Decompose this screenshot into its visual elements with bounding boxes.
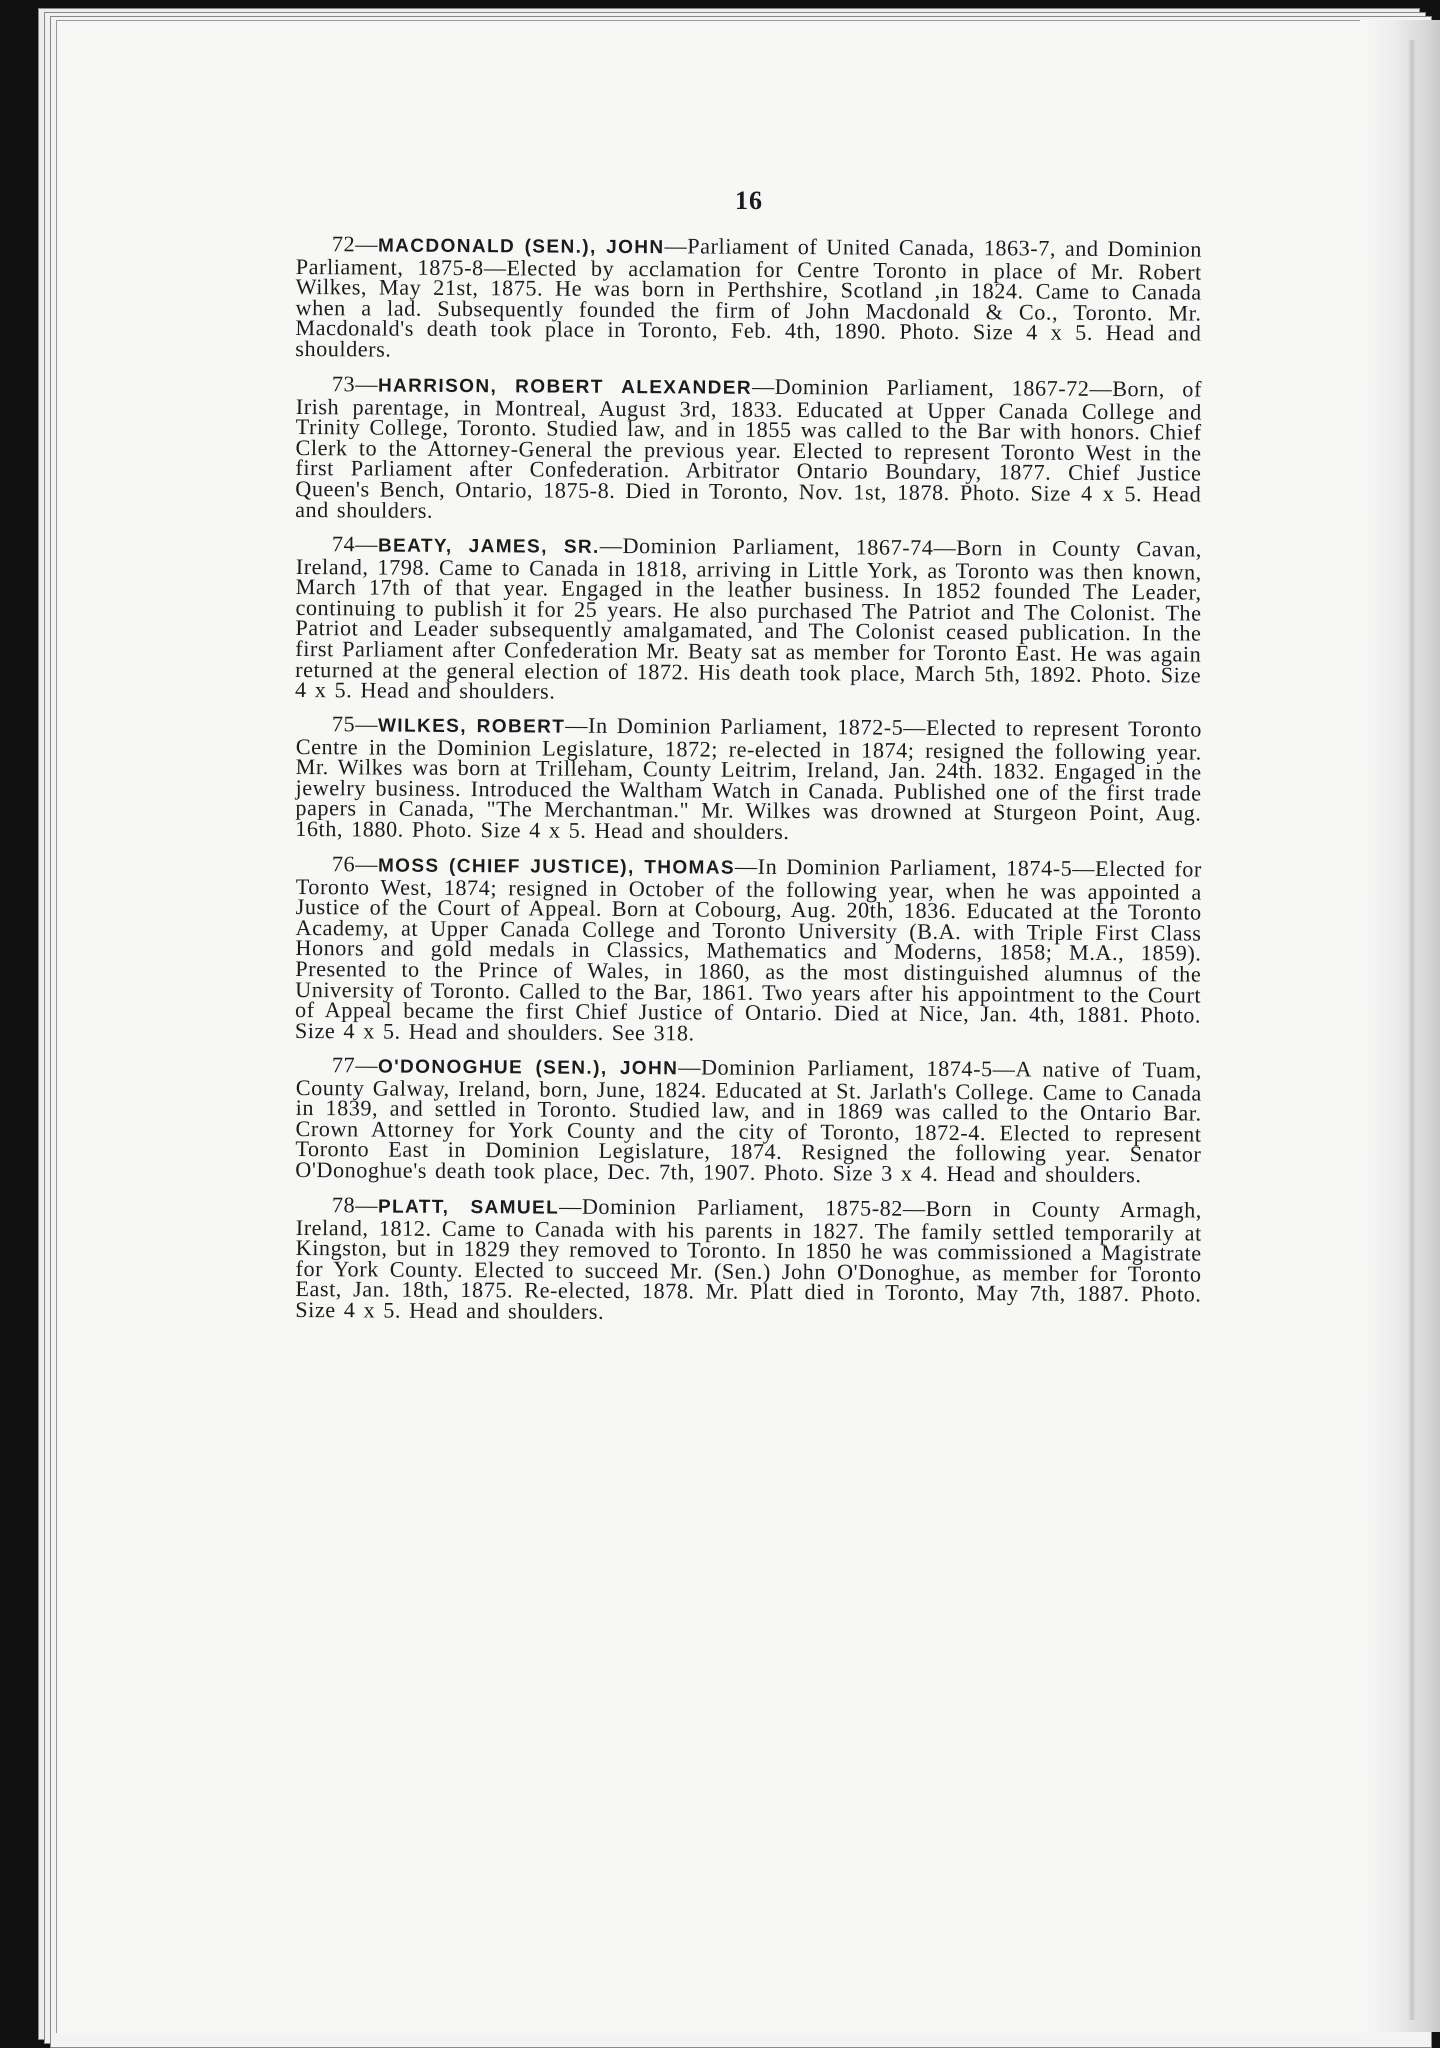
entry-body: —In Dominion Parliament, 1872-5—Elected to represent Toronto Centre in the Dominion Legislature, 1872; re-elected in 1874; resigned the following year. Mr. Wilkes was born at Trilleham, County Leitrim, Ireland, Jan. 24th. 1832. Engaged in the jewelry business. Introduced the Waltham Watch in Canada. Published one of the first trade papers in Canada, "The Merchantman." Mr. Wilkes was drowned at Sturgeon Point, Aug. 16th, 1880. Photo. Size 4 x 5. Head and shoulders. bbox=[295, 713, 1203, 845]
entry-body: —Dominion Parliament, 1867-74—Born in County Cavan, Ireland, 1798. Came to Canada in 1818, arriving in Little York, as Toronto was then known, March 17th of that year. Engaged in the leather business. In 1852 founded The Leader, continuing to publish it for 25 years. He also purchased The Patriot and The Colonist. The Patriot and Leader subsequently amalgamated, and The Colonist ceased publication. In the first Parliament after Confederation Mr. Beaty sat as member for Toronto East. He was again returned at the general election of 1872. His death took place, March 5th, 1892. Photo. Size 4 x 5. Head and shoulders. bbox=[294, 532, 1203, 704]
page-number: 16 bbox=[735, 186, 763, 215]
entry-name: WILKES, ROBERT bbox=[377, 715, 566, 739]
entry-name: HARRISON, ROBERT ALEXANDER bbox=[377, 375, 753, 399]
entry-number: 78 bbox=[331, 1192, 356, 1218]
entry-75: 75—WILKES, ROBERT—In Dominion Parliament, 1872-5—Elected to represent Toronto Centre in the Dominion Legislature, 1872; re-elected in 1874; resigned the following year. Mr. Wilkes was born at Trilleham, County Leitrim, Ireland, Jan. 24th. 1832. Engaged in the jewelry business. Introduced the Waltham Watch in Canada. Published one of the first trade papers in Canada, "The Merchantman." Mr. Wilkes was drowned at Sturgeon Point, Aug. 16th, 1880. Photo. Size 4 x 5. Head and shoulders. bbox=[295, 711, 1203, 845]
entry-number: 74 bbox=[331, 530, 356, 557]
entry-73: 73—HARRISON, ROBERT ALEXANDER—Dominion Parliament, 1867-72—Born, of Irish parentage, in Montreal, August 3rd, 1833. Educated at Upper Canada College and Trinity College, Toronto. Studied law, and in 1855 was called to the Bar with honors. Chief Clerk to the Attorney-General the previous year. Elected to represent Toronto West in the first Parliament after Confederation. Arbitrator Ontario Boundary, 1877. Chief Justice Queen's Bench, Ontario, 1875-8. Died in Toronto, Nov. 1st, 1878. Photo. Size 4 x 5. Head and shoulders. bbox=[295, 370, 1203, 522]
page-fold-shadow bbox=[1408, 40, 1416, 2020]
entry-body: —Parliament of United Canada, 1863-7, and Dominion Parliament, 1875-8—Elected by acclamation for Centre Toronto in place of Mr. Robert Wilkes, May 21st, 1875. He was born in Perthshire, Scotland ,in 1824. Came to Canada when a lad. Subsequently founded the firm of John Macdonald & Co., Toronto. Mr. Macdonald's death took place in Toronto, Feb. 4th, 1890. Photo. Size 4 x 5. Head and shoulders. bbox=[295, 233, 1202, 362]
entry-number: 76 bbox=[331, 851, 356, 877]
entry-number: 77 bbox=[331, 1052, 356, 1078]
entry-number: 72 bbox=[331, 231, 356, 257]
entry-77: 77—O'DONOGHUE (SEN.), JOHN—Dominion Parliament, 1874-5—A native of Tuam, County Galway, Ireland, born, June, 1824. Educated at St. Jarlath's College. Came to Canada in 1839, and settled in Toronto. Studied law, and in 1869 was called to the Ontario Bar. Crown Attorney for York County and the city of Toronto, 1872-4. Elected to represent Toronto East in Dominion Legislature, 1874. Resigned the following year. Senator O'Donoghue's death took place, Dec. 7th, 1907. Photo. Size 3 x 4. Head and shoulders. bbox=[295, 1052, 1203, 1188]
entry-name: O'DONOGHUE (SEN.), JOHN bbox=[377, 1056, 679, 1080]
entry-name: MOSS (CHIEF JUSTICE), THOMAS bbox=[377, 855, 736, 879]
entry-76: 76—MOSS (CHIEF JUSTICE), THOMAS—In Dominion Parliament, 1874-5—Elected for Toronto West, 1874; resigned in October of the following year, when he was appointed a Justice of the Court of Appeal. Born at Cobourg, Aug. 20th, 1836. Educated at the Toronto Academy, at Upper Canada College and Toronto University (B.A. with Triple First Class Honors and gold medals in Classics, Mathematics and Moderns, 1858; M.A., 1859). Presented to the Prince of Wales, in 1860, as the most distinguished alumnus of the University of Toronto. Called to the Bar, 1861. Two years after his appointment to the Court of Appeal became the first Chief Justice of Ontario. Died at Nice, Jan. 4th, 1881. Photo. Size 4 x 5. Head and shoulders. See 318. bbox=[294, 851, 1203, 1046]
entry-number: 75 bbox=[331, 711, 356, 737]
entry-74: 74—BEATY, JAMES, SR.—Dominion Parliament, 1867-74—Born in County Cavan, Ireland, 1798. Came to Canada in 1818, arriving in Little York, as Toronto was then known, March 17th of that year. Engaged in the leather business. In 1852 founded The Leader, continuing to publish it for 25 years. He also purchased The Patriot and The Colonist. The Patriot and Leader subsequently amalgamated, and The Colonist ceased publication. In the first Parliament after Confederation Mr. Beaty sat as member for Toronto East. He was again returned at the general election of 1872. His death took place, March 5th, 1892. Photo. Size 4 x 5. Head and shoulders. bbox=[294, 530, 1203, 704]
entry-78: 78—PLATT, SAMUEL—Dominion Parliament, 1875-82—Born in County Armagh, Ireland, 1812. Came to Canada with his parents in 1827. The family settled temporarily at Kingston, but in 1829 they removed to Toronto. In 1850 he was commissioned a Magistrate for York County. Elected to succeed Mr. (Sen.) John O'Donoghue, as member for Toronto East, Jan. 18th, 1875. Re-elected, 1878. Mr. Platt died in Toronto, May 7th, 1887. Photo. Size 4 x 5. Head and shoulders. bbox=[295, 1192, 1203, 1324]
entry-body: —Dominion Parliament, 1875-82—Born in County Armagh, Ireland, 1812. Came to Canada with his parents in 1827. The family settled temporarily at Kingston, but in 1829 they removed to Toronto. In 1850 he was commissioned a Magistrate for York County. Elected to succeed Mr. (Sen.) John O'Donoghue, as member for Toronto East, Jan. 18th, 1875. Re-elected, 1878. Mr. Platt died in Toronto, May 7th, 1887. Photo. Size 4 x 5. Head and shoulders. bbox=[295, 1193, 1203, 1324]
entry-name: MACDONALD (SEN.), JOHN bbox=[377, 235, 665, 259]
page-text bbox=[296, 186, 1202, 1335]
entry-body: —Dominion Parliament, 1874-5—A native of Tuam, County Galway, Ireland, born, June, 1824. Educated at St. Jarlath's College. Came to Canada in 1839, and settled in Toronto. Studied law, and in 1869 was called to the Ontario Bar. Crown Attorney for York County and the city of Toronto, 1872-4. Elected to represent Toronto East in Dominion Legislature, 1874. Resigned the following year. Senator O'Donoghue's death took place, Dec. 7th, 1907. Photo. Size 3 x 4. Head and shoulders. bbox=[295, 1054, 1203, 1188]
entry-body: —In Dominion Parliament, 1874-5—Elected for Toronto West, 1874; resigned in October of the following year, when he was appointed a Justice of the Court of Appeal. Born at Cobourg, Aug. 20th, 1836. Educated at the Toronto Academy, at Upper Canada College and Toronto University (B.A. with Triple First Class Honors and gold medals in Classics, Mathematics and Moderns, 1858; M.A., 1859). Presented to the Prince of Wales, in 1860, as the most distinguished alumnus of the University of Toronto. Called to the Bar, 1861. Two years after his appointment to the Court of Appeal became the first Chief Justice of Ontario. Died at Nice, Jan. 4th, 1881. Photo. Size 4 x 5. Head and shoulders. See 318. bbox=[294, 853, 1203, 1046]
entry-body: —Dominion Parliament, 1867-72—Born, of Irish parentage, in Montreal, August 3rd, 1833. Educated at Upper Canada College and Trinity College, Toronto. Studied law, and in 1855 was called to the Bar with honors. Chief Clerk to the Attorney-General the previous year. Elected to represent Toronto West in the first Parliament after Confederation. Arbitrator Ontario Boundary, 1877. Chief Justice Queen's Bench, Ontario, 1875-8. Died in Toronto, Nov. 1st, 1878. Photo. Size 4 x 5. Head and shoulders. bbox=[295, 373, 1203, 522]
entry-name: BEATY, JAMES, SR. bbox=[377, 535, 600, 558]
entry-name: PLATT, SAMUEL bbox=[377, 1196, 560, 1219]
entry-72: 72—MACDONALD (SEN.), JOHN—Parliament of United Canada, 1863-7, and Dominion Parliament, 1875-8—Elected by acclamation for Centre Toronto in place of Mr. Robert Wilkes, May 21st, 1875. He was born in Perthshire, Scotland ,in 1824. Came to Canada when a lad. Subsequently founded the firm of John Macdonald & Co., Toronto. Mr. Macdonald's death took place in Toronto, Feb. 4th, 1890. Photo. Size 4 x 5. Head and shoulders. bbox=[295, 231, 1202, 362]
entry-number: 73 bbox=[331, 370, 356, 396]
page-fold bbox=[1360, 20, 1440, 2032]
